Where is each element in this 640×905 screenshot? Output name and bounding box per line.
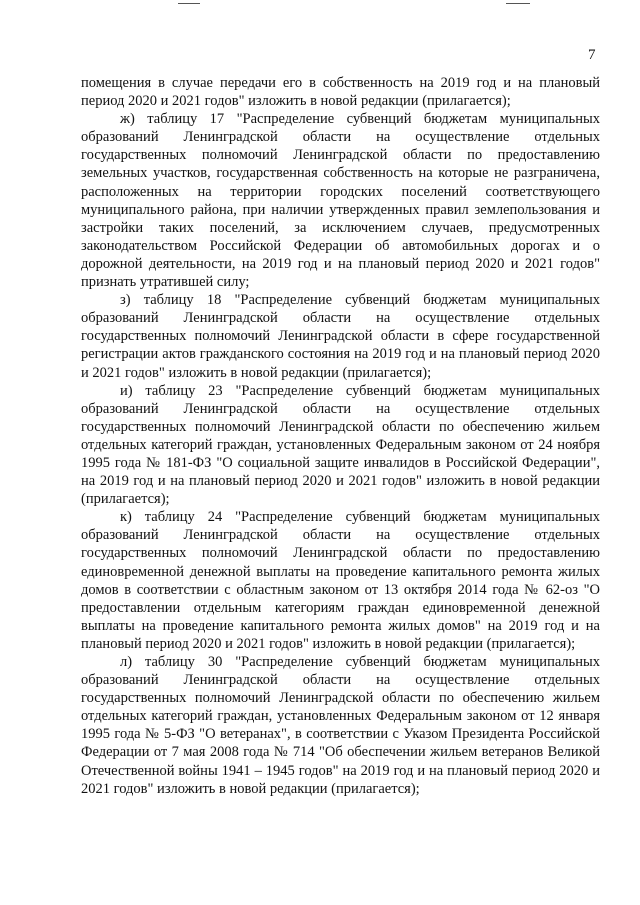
paragraph-i: и) таблицу 23 "Распределение субвенций бюджетам муниципальных образований Ленинградской области на осуществление отдельных государственных полномочий Ленинградской области по обеспечению жильем отдельных категорий граждан, установленных Федеральным законом от 24 ноября 1995 года № 181-ФЗ "О социальной защите инвалидов в Российской Федерации", на 2019 год и на плановый период 2020 и 2021 годов" изложить в новой редакции (прилагается); xyxy=(81,382,600,508)
paragraph-z: з) таблицу 18 "Распределение субвенций бюджетам муниципальных образований Ленинградской области на осуществление отдельных государственных полномочий Ленинградской области в сфере государственной регистрации актов гражданского состояния на 2019 год и на плановый период 2020 и 2021 годов" изложить в новой редакции (прилагается); xyxy=(81,292,600,381)
scan-mark-left xyxy=(178,3,200,4)
scan-mark-right xyxy=(506,3,530,4)
paragraph-zh: ж) таблицу 17 "Распределение субвенций бюджетам муниципальных образований Ленинградской области на осуществление отдельных государственных полномочий Ленинградской области по предоставлению земельных участков, государственная собственность на которые не разграничена, расположенных на территории городских поселений соответствующего муниципального района, при наличии утвержденных правил землепользования и застройки таких поселений, за исключением случаев, предусмотренных законодательством Российской Федерации об автомобильных дорогах и о дорожной деятельности, на 2019 год и на плановый период 2020 и 2021 годов" признать утратившей силу; xyxy=(81,111,600,291)
paragraph-k: к) таблицу 24 "Распределение субвенций бюджетам муниципальных образований Ленинградской области на осуществление отдельных государственных полномочий Ленинградской области по предоставлению единовременной денежной выплаты на проведение капитального ремонта жилых домов в соответствии с областным законом от 13 октября 2014 года № 62-оз "О предоставлении отдельным категориям граждан единовременной денежной выплаты на проведение капитального ремонта жилых домов" на 2019 год и на плановый период 2020 и 2021 годов" изложить в новой редакции (прилагается); xyxy=(81,509,600,652)
page-number: 7 xyxy=(588,47,596,63)
document-body xyxy=(81,74,600,798)
paragraph-l: л) таблицу 30 "Распределение субвенций бюджетам муниципальных образований Ленинградской области на осуществление отдельных государственных полномочий Ленинградской области по обеспечению жильем отдельных категорий граждан, установленных Федеральным законом от 12 января 1995 года № 5-ФЗ "О ветеранах", в соответствии с Указом Президента Российской Федерации от 7 мая 2008 года № 714 "Об обеспечении жильем ветеранов Великой Отечественной войны 1941 – 1945 годов" на 2019 год и на плановый период 2020 и 2021 годов" изложить в новой редакции (прилагается); xyxy=(81,654,600,797)
paragraph-continuation: помещения в случае передачи его в собственность на 2019 год и на плановый период 2020 и 2021 годов" изложить в новой редакции (прилагается); xyxy=(81,75,600,110)
